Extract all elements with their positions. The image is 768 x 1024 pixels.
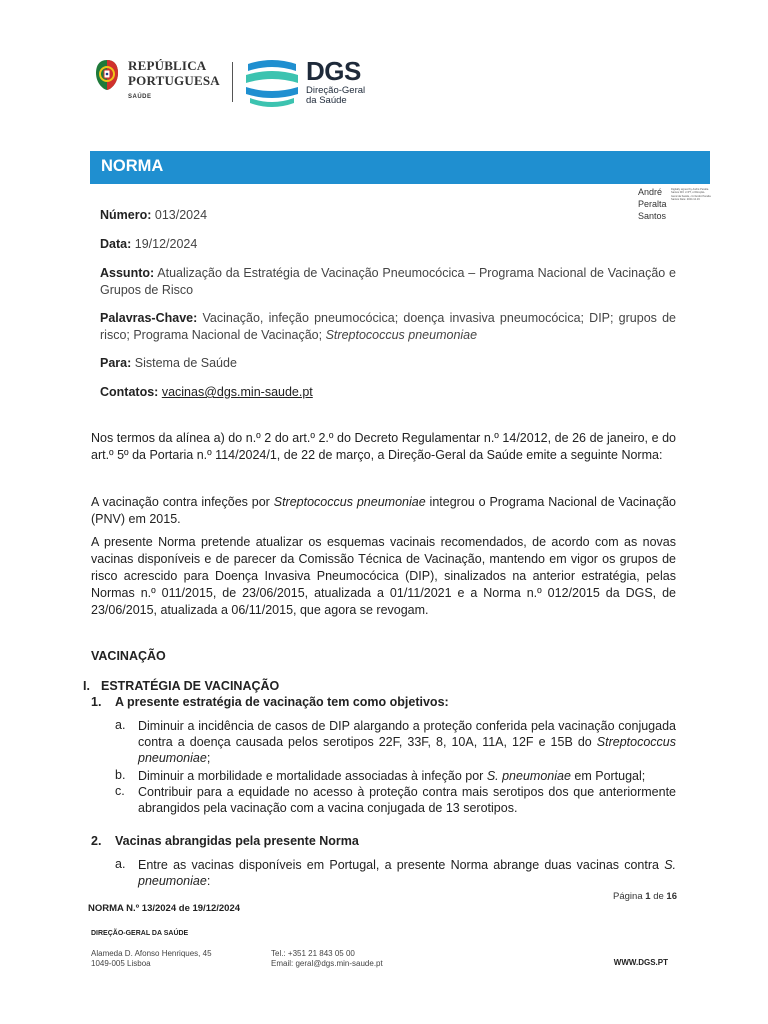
field-assunto xyxy=(100,265,676,299)
section-heading-estrategia: ESTRATÉGIA DE VACINAÇÃO xyxy=(101,679,280,693)
footer-tel: Tel.: +351 21 843 05 00 xyxy=(271,949,355,958)
list-item-b-end: em Portugal; xyxy=(574,769,646,783)
logo-text-republica: REPÚBLICA xyxy=(128,58,207,73)
field-numero-value: 013/2024 xyxy=(154,208,208,222)
norma-banner xyxy=(90,151,710,184)
dgs-subtitle-line1: Direção-Geral xyxy=(306,85,366,96)
field-assunto-label: Assunto: xyxy=(100,266,155,280)
field-para xyxy=(100,355,676,372)
footer-email[interactable]: Email: geral@dgs.min-saude.pt xyxy=(271,959,383,968)
signature-details: Digitally signed by André Peralta Santos DN: c=PT, o=Direção-Geral da Saúde, cn=André Peralta Santos Date: 2024.12.19 xyxy=(671,188,711,202)
list-marker-a: a. xyxy=(115,718,126,732)
dgs-wordmark: DGS xyxy=(306,56,361,86)
footer-norma-ref: NORMA N.º 13/2024 de 19/12/2024 xyxy=(88,903,241,914)
list-marker-2a: a. xyxy=(115,857,126,871)
list-item-2a-italic: S. pneumoniae xyxy=(138,858,676,888)
list-marker-b: b. xyxy=(115,768,126,782)
list-item-b-text: Diminuir a morbilidade e mortalidade associadas à infeção por xyxy=(138,769,484,783)
field-palavras-chave xyxy=(100,310,676,344)
logo-text-portuguesa: PORTUGUESA xyxy=(128,73,220,88)
field-contatos-label: Contatos: xyxy=(100,385,159,399)
roman-marker-i: I. xyxy=(83,679,90,693)
page-number-of: de xyxy=(653,891,664,902)
dgs-logo xyxy=(244,58,374,108)
field-numero xyxy=(100,207,676,224)
footer-address-line2: 1049-005 Lisboa xyxy=(91,959,151,968)
paragraph-pnv-text-b: integrou o Programa Nacional de Vacinação (PNV) em 2015. xyxy=(91,495,676,526)
republica-portuguesa-logo xyxy=(94,58,224,104)
field-numero-label: Número: xyxy=(100,208,152,222)
field-data-label: Data: xyxy=(100,237,132,251)
field-assunto-value: Atualização da Estratégia de Vacinação Pneumocócica – Programa Nacional de Vacinação e Grupos de Risco xyxy=(100,266,676,297)
list-marker-2: 2. xyxy=(91,834,102,848)
field-palavras-italic: Streptococcus pneumoniae xyxy=(325,328,478,342)
footer-contact xyxy=(271,949,383,969)
list-item-a-italic: Streptococcus pneumoniae xyxy=(138,735,676,765)
banner-title: NORMA xyxy=(101,157,164,175)
footer-address-line1: Alameda D. Afonso Henriques, 45 xyxy=(91,949,212,958)
page-number-total: 16 xyxy=(666,891,677,902)
logo-text-saude: SAÚDE xyxy=(128,94,152,100)
subsection-title-1: A presente estratégia de vacinação tem como objetivos: xyxy=(115,695,449,709)
list-item-a xyxy=(138,718,676,766)
footer-website-link[interactable]: WWW.DGS.PT xyxy=(613,958,668,967)
list-item-2a xyxy=(138,857,676,889)
section-heading-vacinacao: VACINAÇÃO xyxy=(91,649,166,663)
subsection-title-2: Vacinas abrangidas pela presente Norma xyxy=(115,834,359,848)
list-item-2a-end: : xyxy=(206,874,211,888)
signature-name-3: Santos xyxy=(638,211,667,221)
signature-name-2: Peralta xyxy=(638,199,667,209)
field-para-label: Para: xyxy=(100,356,132,370)
list-item-c: Contribuir para a equidade no acesso à proteção contra mais serotipos dos que anteriormente abrangidos pela vacinação com a vacina conjugada de 13 serotipos. xyxy=(138,785,676,815)
signature-name-1: André xyxy=(638,187,663,197)
list-item-b xyxy=(138,768,676,784)
footer-address xyxy=(91,949,212,969)
field-para-value: Sistema de Saúde xyxy=(134,356,237,370)
logo-divider xyxy=(232,62,233,102)
paragraph-update: A presente Norma pretende atualizar os esquemas vacinais recomendados, de acordo com as novas vacinas disponíveis e de parecer da Comissão Técnica de Vacinação, mantendo em vigor os grupos de risco acrescido para Doença Invasiva Pneumocócica (DIP), sinalizados na anterior estratégia, pelas Normas n.º 011/2015, de 23/06/2015, atualizada a 01/11/2021 e a Norma n.º 012/2015 da DGS, de 23/06/2015, atualizada a 06/11/2015, que agora se revogam. xyxy=(91,535,676,617)
page-number xyxy=(613,891,677,902)
dgs-waves-icon xyxy=(244,58,300,108)
footer-org-name: DIREÇÃO-GERAL DA SAÚDE xyxy=(91,930,189,937)
portugal-emblem-icon xyxy=(94,58,120,92)
list-item-2a-text: Entre as vacinas disponíveis em Portugal, a presente Norma abrange duas vacinas contra xyxy=(138,858,659,872)
dgs-subtitle-line2: da Saúde xyxy=(306,95,347,106)
list-item-a-text: Diminuir a incidência de casos de DIP alargando a proteção conferida pela vacinação conjugada contra a doença causada pelos serotipos 22F, 33F, 8, 10A, 11A, 12F e 15B do xyxy=(138,719,676,749)
contact-email-link[interactable]: vacinas@dgs.min-saude.pt xyxy=(161,385,313,399)
intro-paragraph: Nos termos da alínea a) do n.º 2 do art.º 2.º do Decreto Regulamentar n.º 14/2012, de 26 de janeiro, e do art.º 5º da Portaria n.º 114/2024/1, de 22 de março, a Direção-Geral da Saúde emite a seguinte Norma: xyxy=(91,431,676,462)
list-item-a-end: ; xyxy=(206,751,211,765)
field-data xyxy=(100,236,676,253)
field-contatos xyxy=(100,384,676,401)
list-marker-c: c. xyxy=(115,784,125,798)
paragraph-pnv-italic: Streptococcus pneumoniae xyxy=(273,495,426,509)
page-number-current: 1 xyxy=(645,891,651,902)
page-number-prefix: Página xyxy=(613,891,643,902)
field-data-value: 19/12/2024 xyxy=(134,237,198,251)
paragraph-pnv xyxy=(91,494,676,528)
field-palavras-value: Vacinação, infeção pneumocócica; doença invasiva pneumocócica; DIP; grupos de risco; Programa Nacional de Vacinação; xyxy=(100,311,676,342)
field-palavras-label: Palavras-Chave: xyxy=(100,311,198,325)
paragraph-pnv-text-a: A vacinação contra infeções por xyxy=(91,495,270,509)
list-marker-1: 1. xyxy=(91,695,102,709)
list-item-b-italic: S. pneumoniae xyxy=(486,769,571,783)
